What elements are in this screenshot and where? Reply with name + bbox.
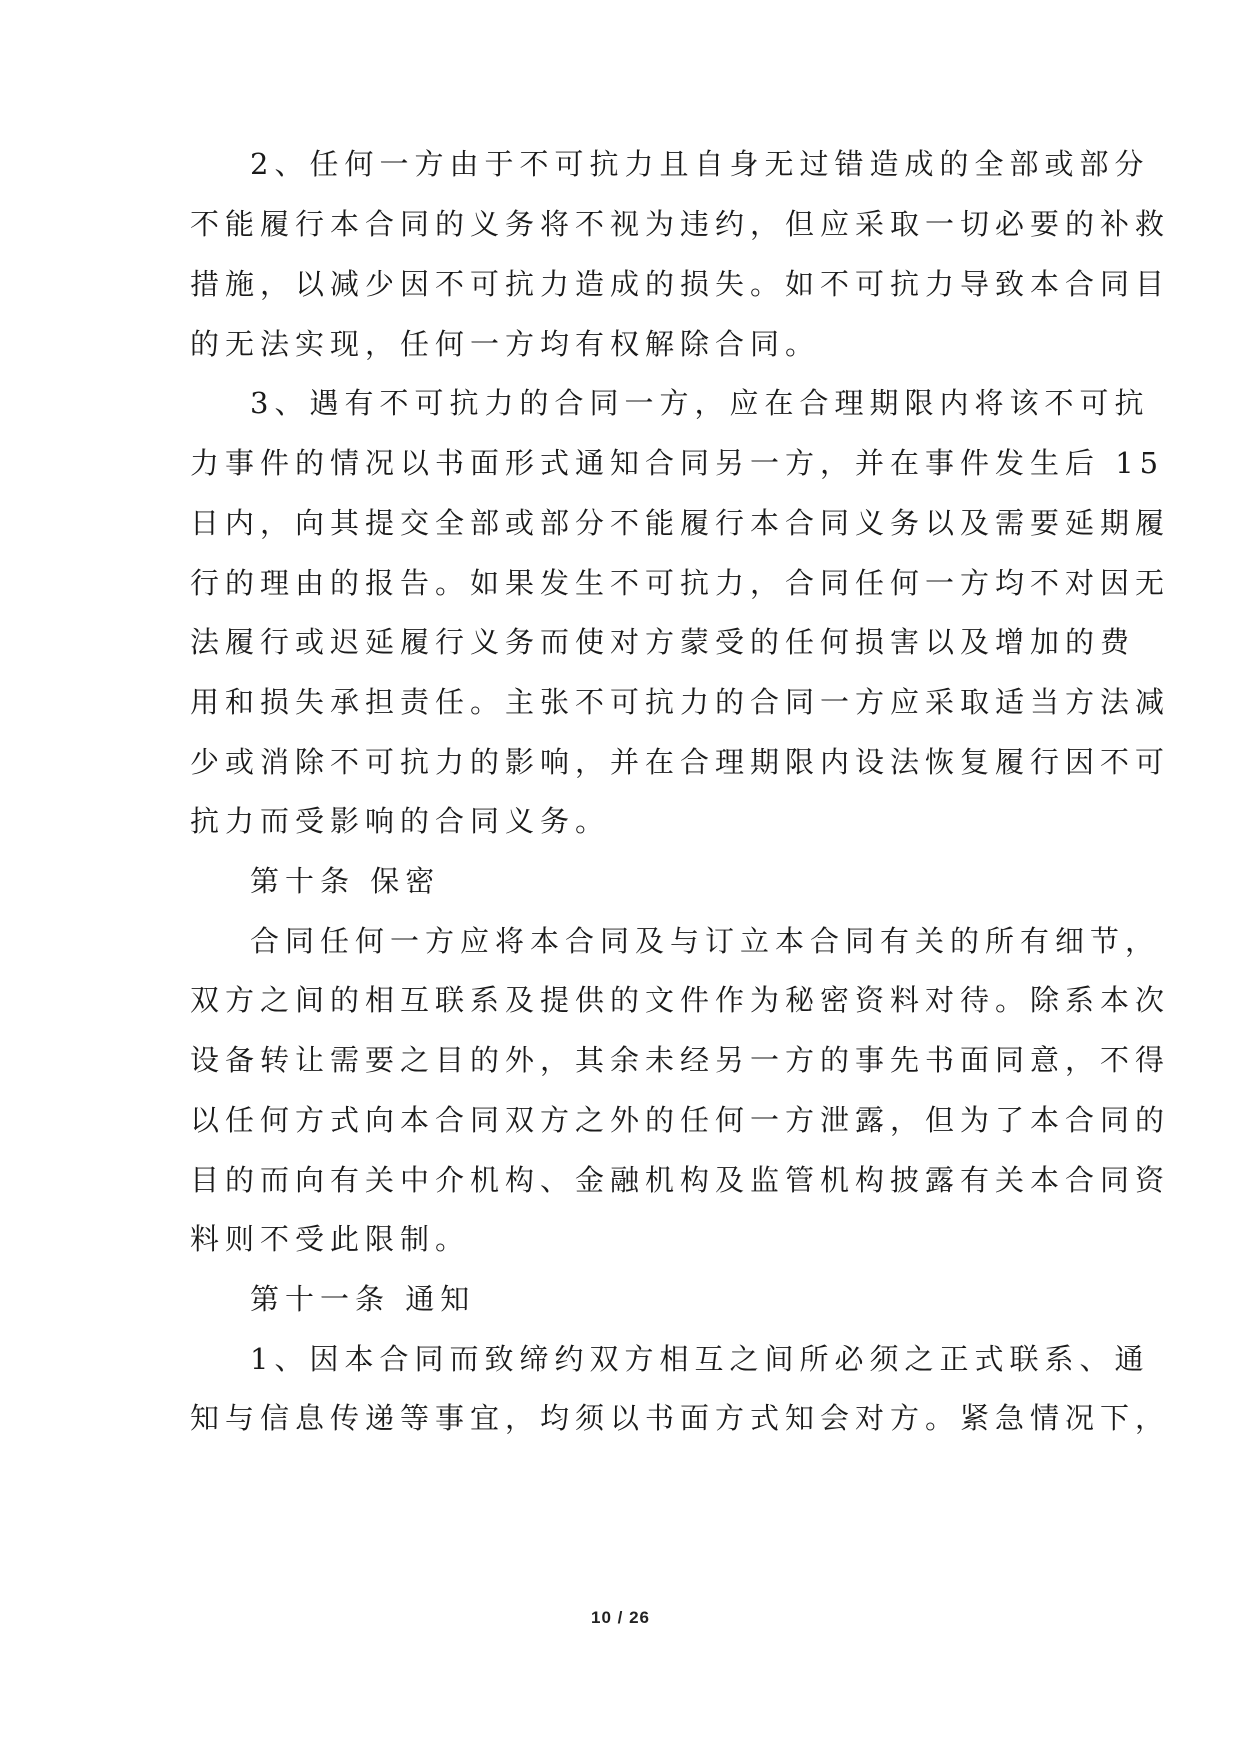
text-line: 抗力而受影响的合同义务。 [190,804,611,838]
text-line: 合同任何一方应将本合同及与订立本合同有关的所有细节， [250,924,1161,958]
text-line: 料则不受此限制。 [190,1222,471,1256]
text-line: 3、遇有不可抗力的合同一方，应在合理期限内将该不可抗 [250,386,1150,420]
text-line: 法履行或迟延履行义务而使对方蒙受的任何损害以及增加的费 [190,625,1136,659]
text-line: 力事件的情况以书面形式通知合同另一方，并在事件发生后 15 [190,446,1165,480]
text-line: 用和损失承担责任。主张不可抗力的合同一方应采取适当方法减 [190,685,1171,719]
page-number: 10 / 26 [591,1608,650,1627]
text-line: 行的理由的报告。如果发生不可抗力，合同任何一方均不对因无 [190,566,1171,600]
text-line: 措施，以减少因不可抗力造成的损失。如不可抗力导致本合同目 [190,267,1171,301]
text-line: 双方之间的相互联系及提供的文件作为秘密资料对待。除系本次 [190,983,1171,1017]
text-line: 少或消除不可抗力的影响，并在合理期限内设法恢复履行因不可 [190,745,1171,779]
text-line: 以任何方式向本合同双方之外的任何一方泄露，但为了本合同的 [190,1103,1171,1137]
text-line: 知与信息传递等事宜，均须以书面方式知会对方。紧急情况下， [190,1401,1171,1435]
text-line: 2、任何一方由于不可抗力且自身无过错造成的全部或部分 [250,147,1150,181]
text-line: 目的而向有关中介机构、金融机构及监管机构披露有关本合同资 [190,1163,1171,1197]
section-heading: 第十条 保密 [250,864,441,898]
section-heading: 第十一条 通知 [250,1282,476,1316]
text-line: 的无法实现，任何一方均有权解除合同。 [190,327,821,361]
text-line: 日内，向其提交全部或部分不能履行本合同义务以及需要延期履 [190,506,1171,540]
text-line: 1、因本合同而致缔约双方相互之间所必须之正式联系、通 [250,1342,1150,1376]
text-line: 设备转让需要之目的外，其余未经另一方的事先书面同意，不得 [190,1043,1171,1077]
text-line: 不能履行本合同的义务将不视为违约，但应采取一切必要的补救 [190,207,1171,241]
